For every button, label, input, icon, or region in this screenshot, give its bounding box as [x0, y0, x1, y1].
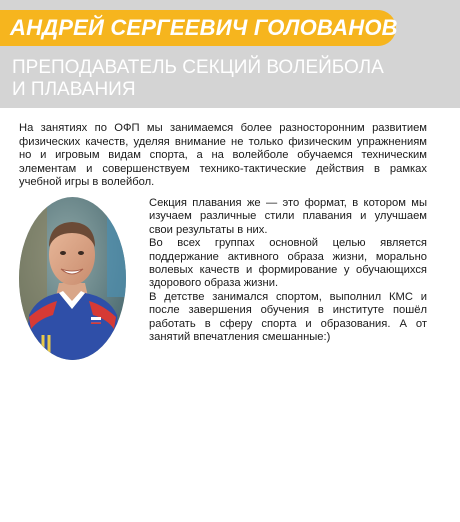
teacher-role-line-1: ПРЕПОДАВАТЕЛЬ СЕКЦИЙ ВОЛЕЙБОЛА	[12, 57, 384, 78]
teacher-photo-illustration	[19, 197, 126, 360]
teacher-name: АНДРЕЙ СЕРГЕЕВИЧ ГОЛОВАНОВ	[10, 15, 398, 40]
details-text	[149, 197, 427, 344]
details-paragraph-swimming: Секция плавания же — это формат, в котором мы изучаем различные стили плавания и улучшаем свои результаты в них.	[149, 197, 427, 236]
teacher-role-line-2: И ПЛАВАНИЯ	[12, 79, 136, 100]
details-paragraph-biography: В детстве занимался спортом, выполнил КМС и после завершения обучения в институте пошёл работать в сферу спорта и образования. А от занятий впечатления смешанные:)	[149, 290, 427, 344]
teacher-role	[12, 57, 452, 101]
intro-paragraph: На занятиях по ОФП мы занимаемся более разносторонним развитием физических качеств, уделяя внимание не только физическим упражнениям но и игровым видам спорта, а на волейболе обучаемся техническим элементам и совершенствуем технико-тактические действия в рамках учебной игры в волейбол.	[19, 122, 427, 189]
details-paragraph-goals: Во всех группах основной целью является поддержание активного образа жизни, морально волевых качеств и формирование у обучающихся здорового образа жизни.	[149, 237, 427, 290]
teacher-photo	[19, 197, 126, 360]
